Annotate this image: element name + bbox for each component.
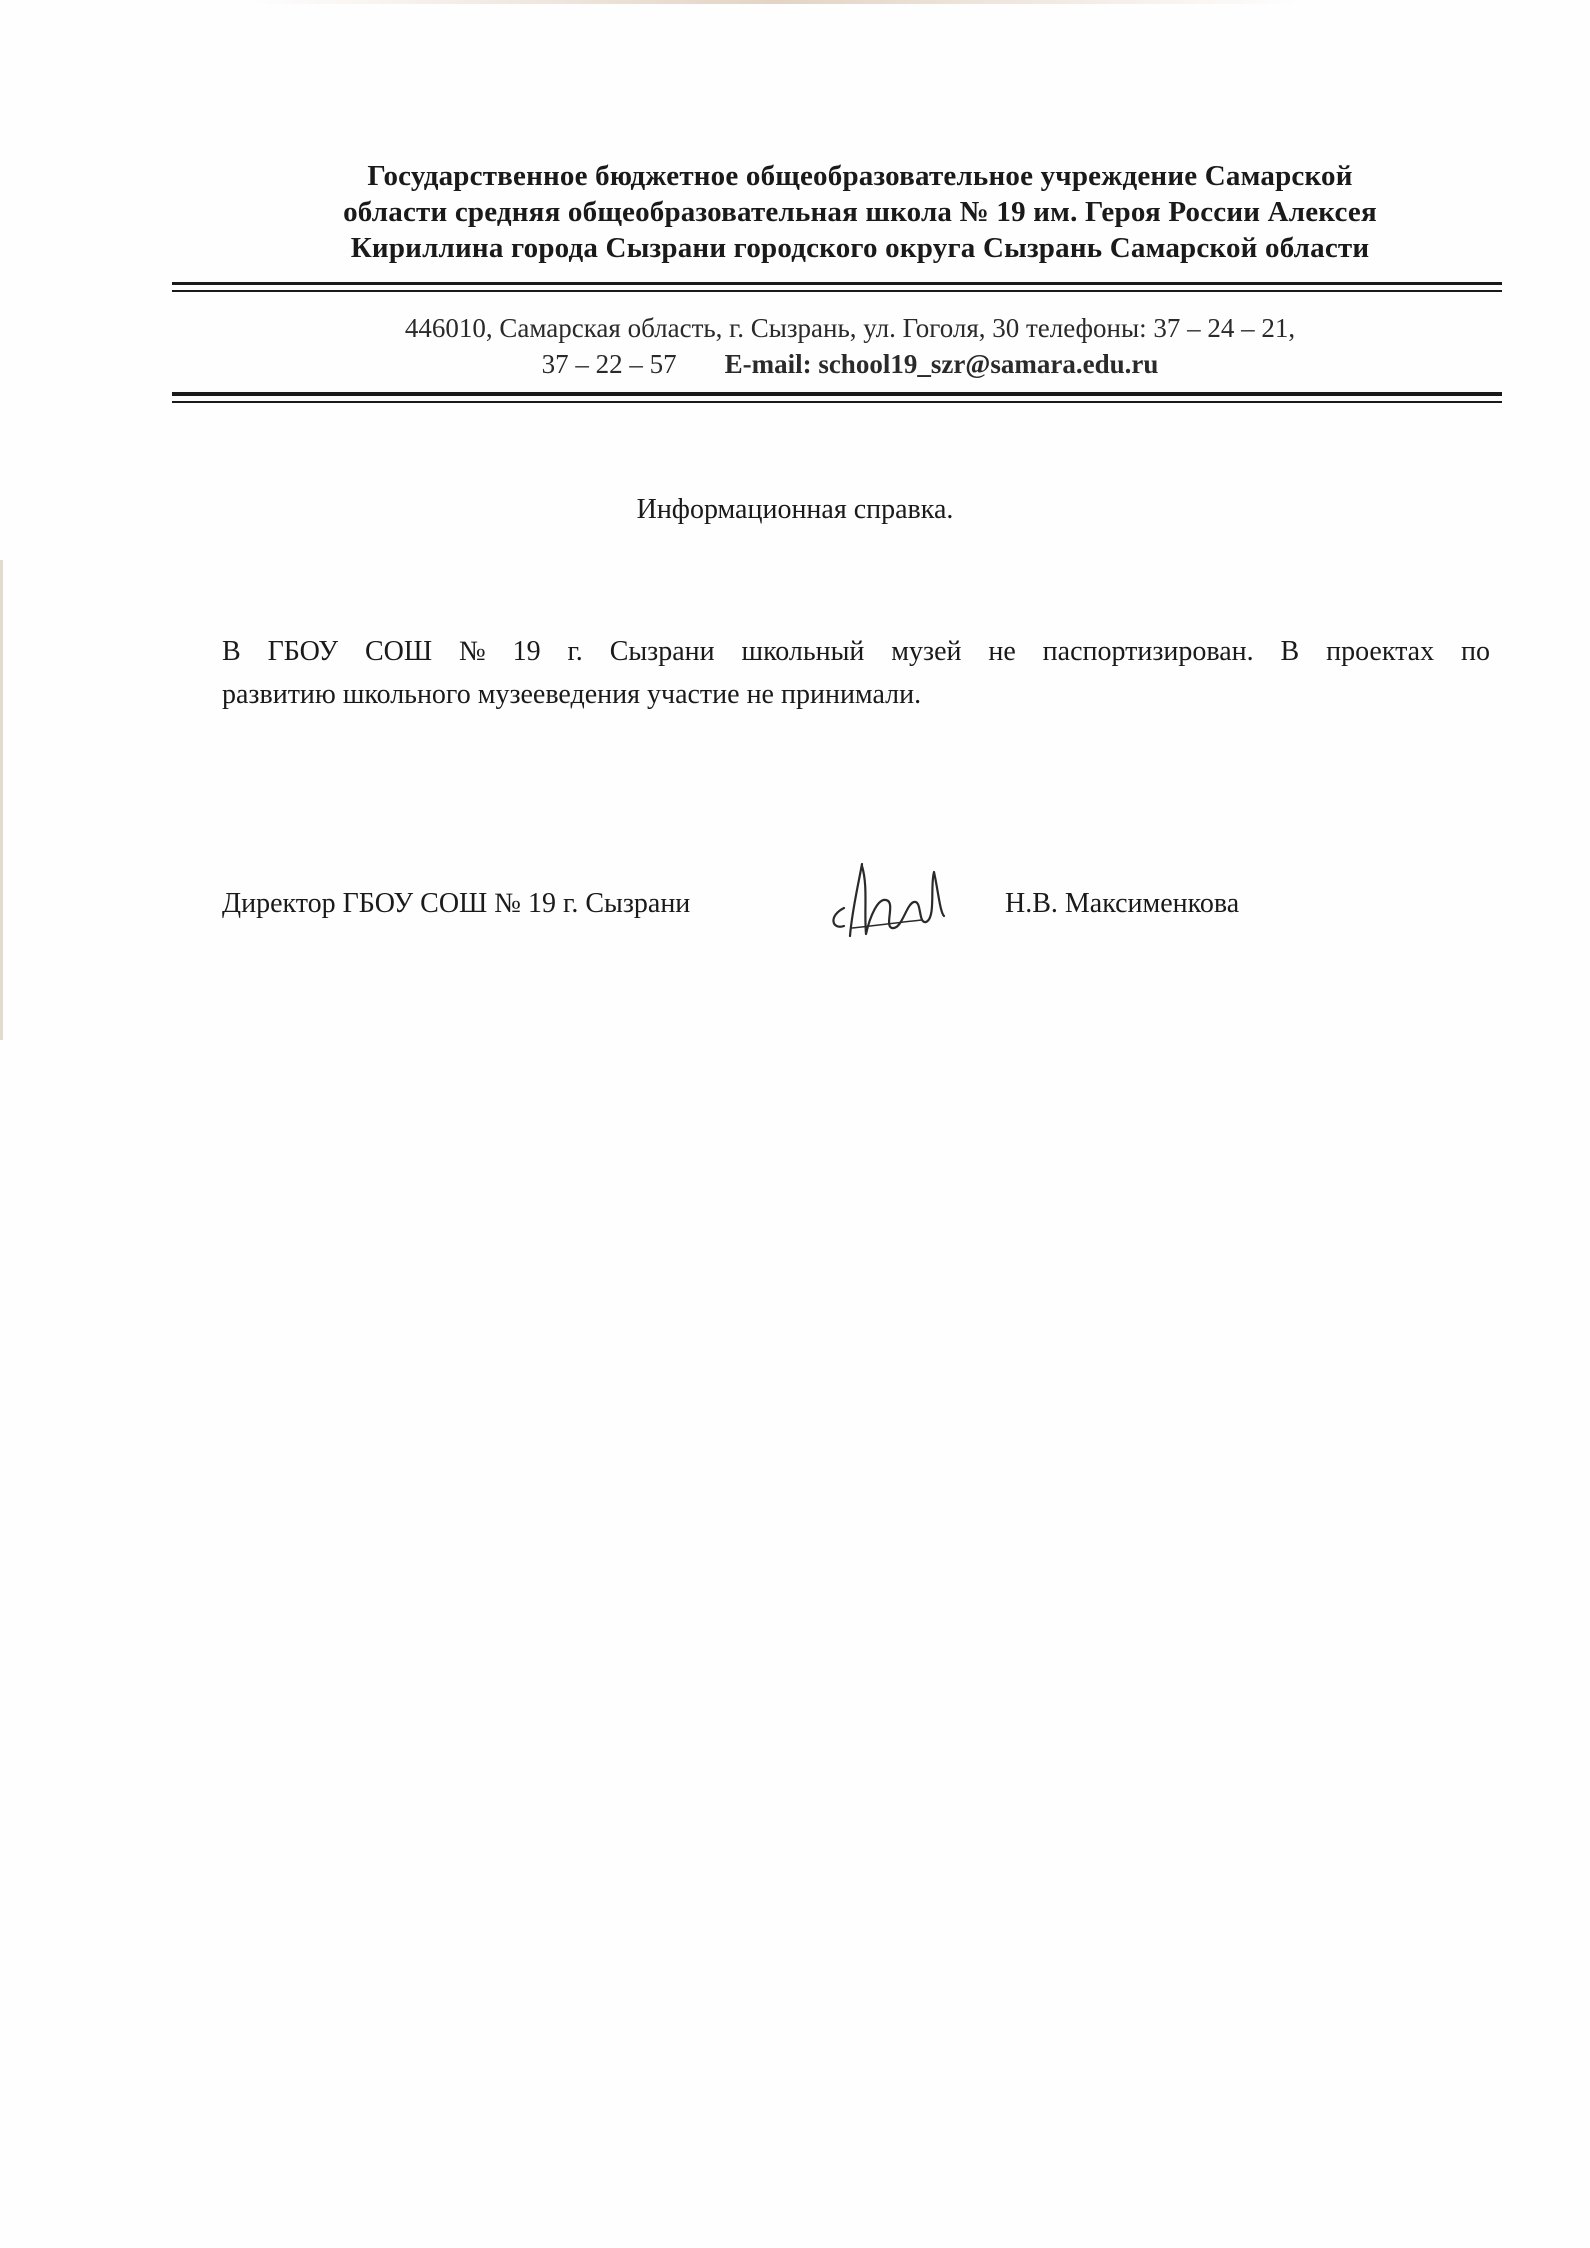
contacts-divider-thin — [172, 401, 1502, 403]
document-body — [222, 630, 1490, 716]
email-address: E-mail: school19_szr@samara.edu.ru — [724, 349, 1159, 379]
header-line-3: Кириллина города Сызрани городского округа Сызрань Самарской области — [350, 232, 1370, 264]
contacts-block — [240, 310, 1460, 382]
body-word: № — [459, 636, 486, 667]
organization-header — [260, 158, 1460, 266]
scan-edge-left — [0, 560, 3, 1040]
scan-edge-top — [250, 0, 1300, 4]
signatory-position: Директор ГБОУ СОШ № 19 г. Сызрани — [222, 888, 691, 919]
signatory-name: Н.В. Максименкова — [1005, 888, 1240, 919]
body-word: проектах — [1326, 636, 1435, 667]
body-word: не — [988, 636, 1016, 667]
contacts-divider-thick — [172, 392, 1502, 396]
body-word: 19 — [512, 636, 541, 667]
body-word: ГБОУ — [267, 636, 339, 667]
body-word: В — [222, 636, 241, 667]
header-divider-thin — [172, 290, 1502, 292]
body-word: В — [1280, 636, 1300, 667]
handwritten-signature — [822, 856, 962, 946]
body-paragraph-line-2: развитию школьного музееведения участие не принимали. — [222, 679, 922, 710]
body-word: паспортизирован. — [1042, 636, 1254, 667]
body-word: СОШ — [364, 636, 433, 667]
body-word: по — [1460, 636, 1490, 667]
header-line-2: области средняя общеобразовательная школа № 19 им. Героя России Алексея — [343, 196, 1377, 228]
body-word: музей — [891, 636, 962, 667]
document-title: Информационная справка. — [636, 494, 954, 525]
signature-block — [222, 878, 1522, 958]
body-word: г. — [567, 636, 583, 667]
body-paragraph-line-1 — [222, 630, 1490, 673]
body-word: школьный — [741, 636, 865, 667]
header-line-1: Государственное бюджетное общеобразовательное учреждение Самарской — [367, 160, 1353, 192]
header-divider-thick — [172, 282, 1502, 285]
phone-2: 37 – 22 – 57 — [541, 349, 677, 379]
address-phones-line: 446010, Самарская область, г. Сызрань, ул. Гоголя, 30 телефоны: 37 – 24 – 21, — [404, 313, 1296, 343]
phone-email-line — [240, 346, 1460, 382]
body-word: Сызрани — [609, 636, 715, 667]
